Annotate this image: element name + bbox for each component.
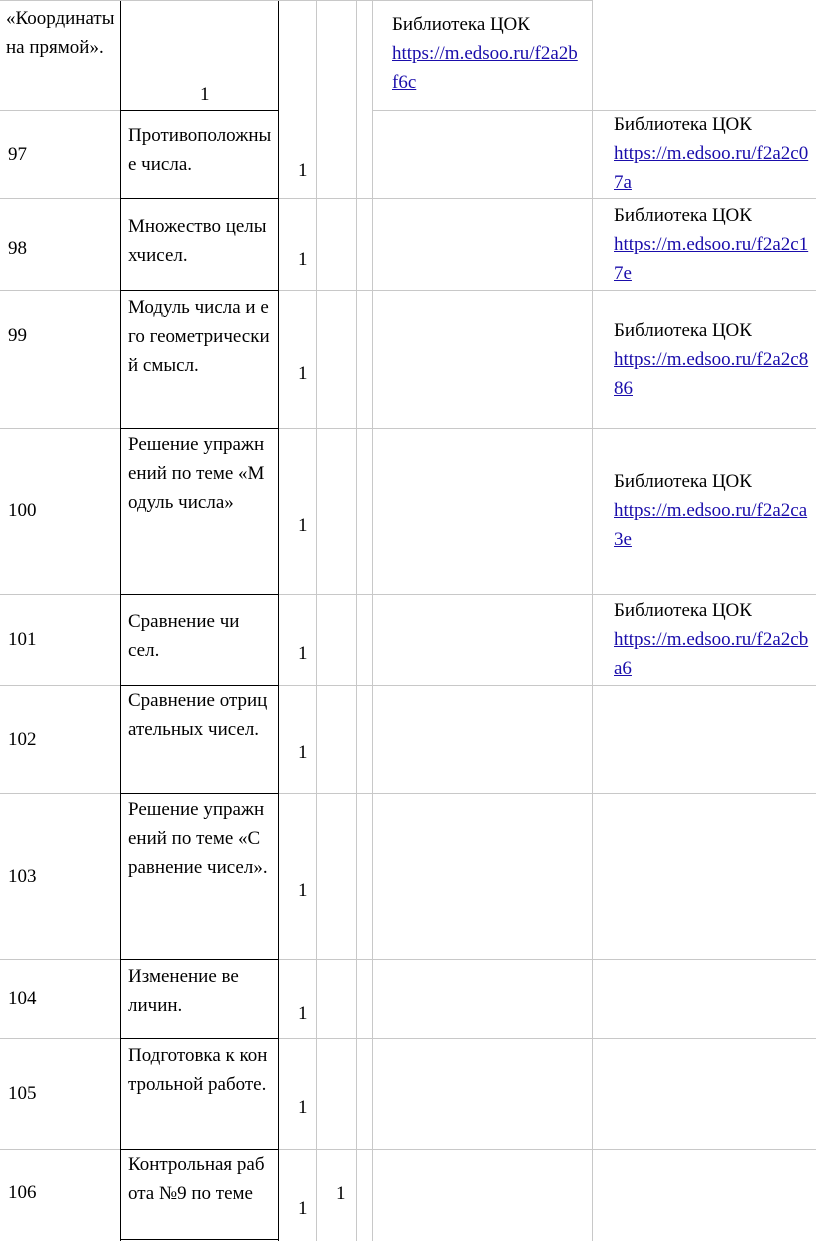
library-link[interactable]: https://m.edsoo.ru/f2a2c886	[614, 349, 809, 399]
lesson-control-works: 1	[336, 1183, 346, 1204]
library-link[interactable]: https://m.edsoo.ru/f2a2ca3e	[614, 500, 808, 550]
lesson-hours: 1	[298, 643, 308, 664]
lesson-topic: Сравнение чисел.	[128, 611, 240, 661]
grid-line	[120, 594, 278, 595]
lesson-number: 104	[8, 988, 37, 1009]
lesson-topic: Противоположные числа.	[128, 125, 272, 175]
grid-line	[120, 428, 278, 429]
grid-line	[356, 0, 357, 1241]
lesson-topic: Решение упражнений по теме «Сравнение чисел».	[128, 799, 268, 878]
lesson-number: 106	[8, 1182, 37, 1203]
grid-line	[120, 290, 278, 291]
library-label: Библиотека ЦОК	[614, 114, 752, 135]
grid-line	[0, 0, 592, 1]
grid-line	[592, 0, 593, 1241]
lesson-hours: 1	[298, 1003, 308, 1024]
library-label: Библиотека ЦОК	[392, 14, 530, 35]
lesson-topic: Модуль числа и его геометрический смысл.	[128, 297, 270, 376]
lesson-hours: 1	[298, 160, 308, 181]
lesson-hours: 1	[298, 880, 308, 901]
grid-line	[120, 110, 278, 111]
lesson-hours: 1	[298, 1198, 308, 1219]
lesson-hours: 1	[298, 515, 308, 536]
lesson-topic: Сравнение отрицательных чисел.	[128, 690, 268, 740]
grid-line	[278, 0, 279, 110]
library-link[interactable]: https://m.edsoo.ru/f2a2cba6	[614, 629, 809, 679]
grid-line	[120, 1038, 278, 1039]
lesson-number: 101	[8, 629, 37, 650]
lesson-number: 99	[8, 325, 27, 346]
library-cell	[614, 316, 814, 403]
library-label: Библиотека ЦОК	[614, 600, 752, 621]
lesson-topic: Решение упражнений по теме «Модуль числа»	[128, 434, 265, 513]
lesson-topic: «Координаты на прямой».	[6, 8, 115, 58]
lesson-hours: 1	[298, 742, 308, 763]
grid-line	[120, 110, 121, 1241]
lesson-topic: Контрольная работа №9 по теме	[128, 1154, 265, 1204]
lesson-hours: 1	[200, 84, 210, 105]
grid-line	[120, 793, 278, 794]
library-label: Библиотека ЦОК	[614, 320, 752, 341]
grid-line	[316, 0, 317, 1241]
library-link[interactable]: https://m.edsoo.ru/f2a2bf6c	[392, 43, 578, 93]
library-cell	[614, 467, 814, 554]
library-link[interactable]: https://m.edsoo.ru/f2a2c17e	[614, 234, 809, 284]
grid-line	[120, 0, 121, 110]
lesson-topic: Подготовка к контрольной работе.	[128, 1045, 268, 1095]
grid-line	[120, 198, 278, 199]
library-label: Библиотека ЦОК	[614, 471, 752, 492]
library-link[interactable]: https://m.edsoo.ru/f2a2c07a	[614, 143, 809, 193]
library-label: Библиотека ЦОК	[614, 205, 752, 226]
lesson-hours: 1	[298, 363, 308, 384]
lesson-topic: Множество целыхчисел.	[128, 216, 267, 266]
lesson-number: 103	[8, 866, 37, 887]
lesson-hours: 1	[298, 1097, 308, 1118]
grid-line	[120, 959, 278, 960]
library-cell	[614, 201, 814, 288]
grid-line	[0, 110, 120, 111]
library-cell	[614, 110, 814, 197]
lesson-number: 102	[8, 729, 37, 750]
lesson-number: 100	[8, 500, 37, 521]
lesson-number: 97	[8, 144, 27, 165]
lesson-number: 98	[8, 238, 27, 259]
grid-line	[278, 110, 279, 1241]
grid-line	[372, 0, 373, 1241]
lesson-hours: 1	[298, 249, 308, 270]
grid-line	[120, 1239, 278, 1240]
library-cell	[392, 10, 592, 97]
lesson-number: 105	[8, 1083, 37, 1104]
lesson-topic: Изменение величин.	[128, 966, 239, 1016]
library-cell	[614, 596, 814, 683]
